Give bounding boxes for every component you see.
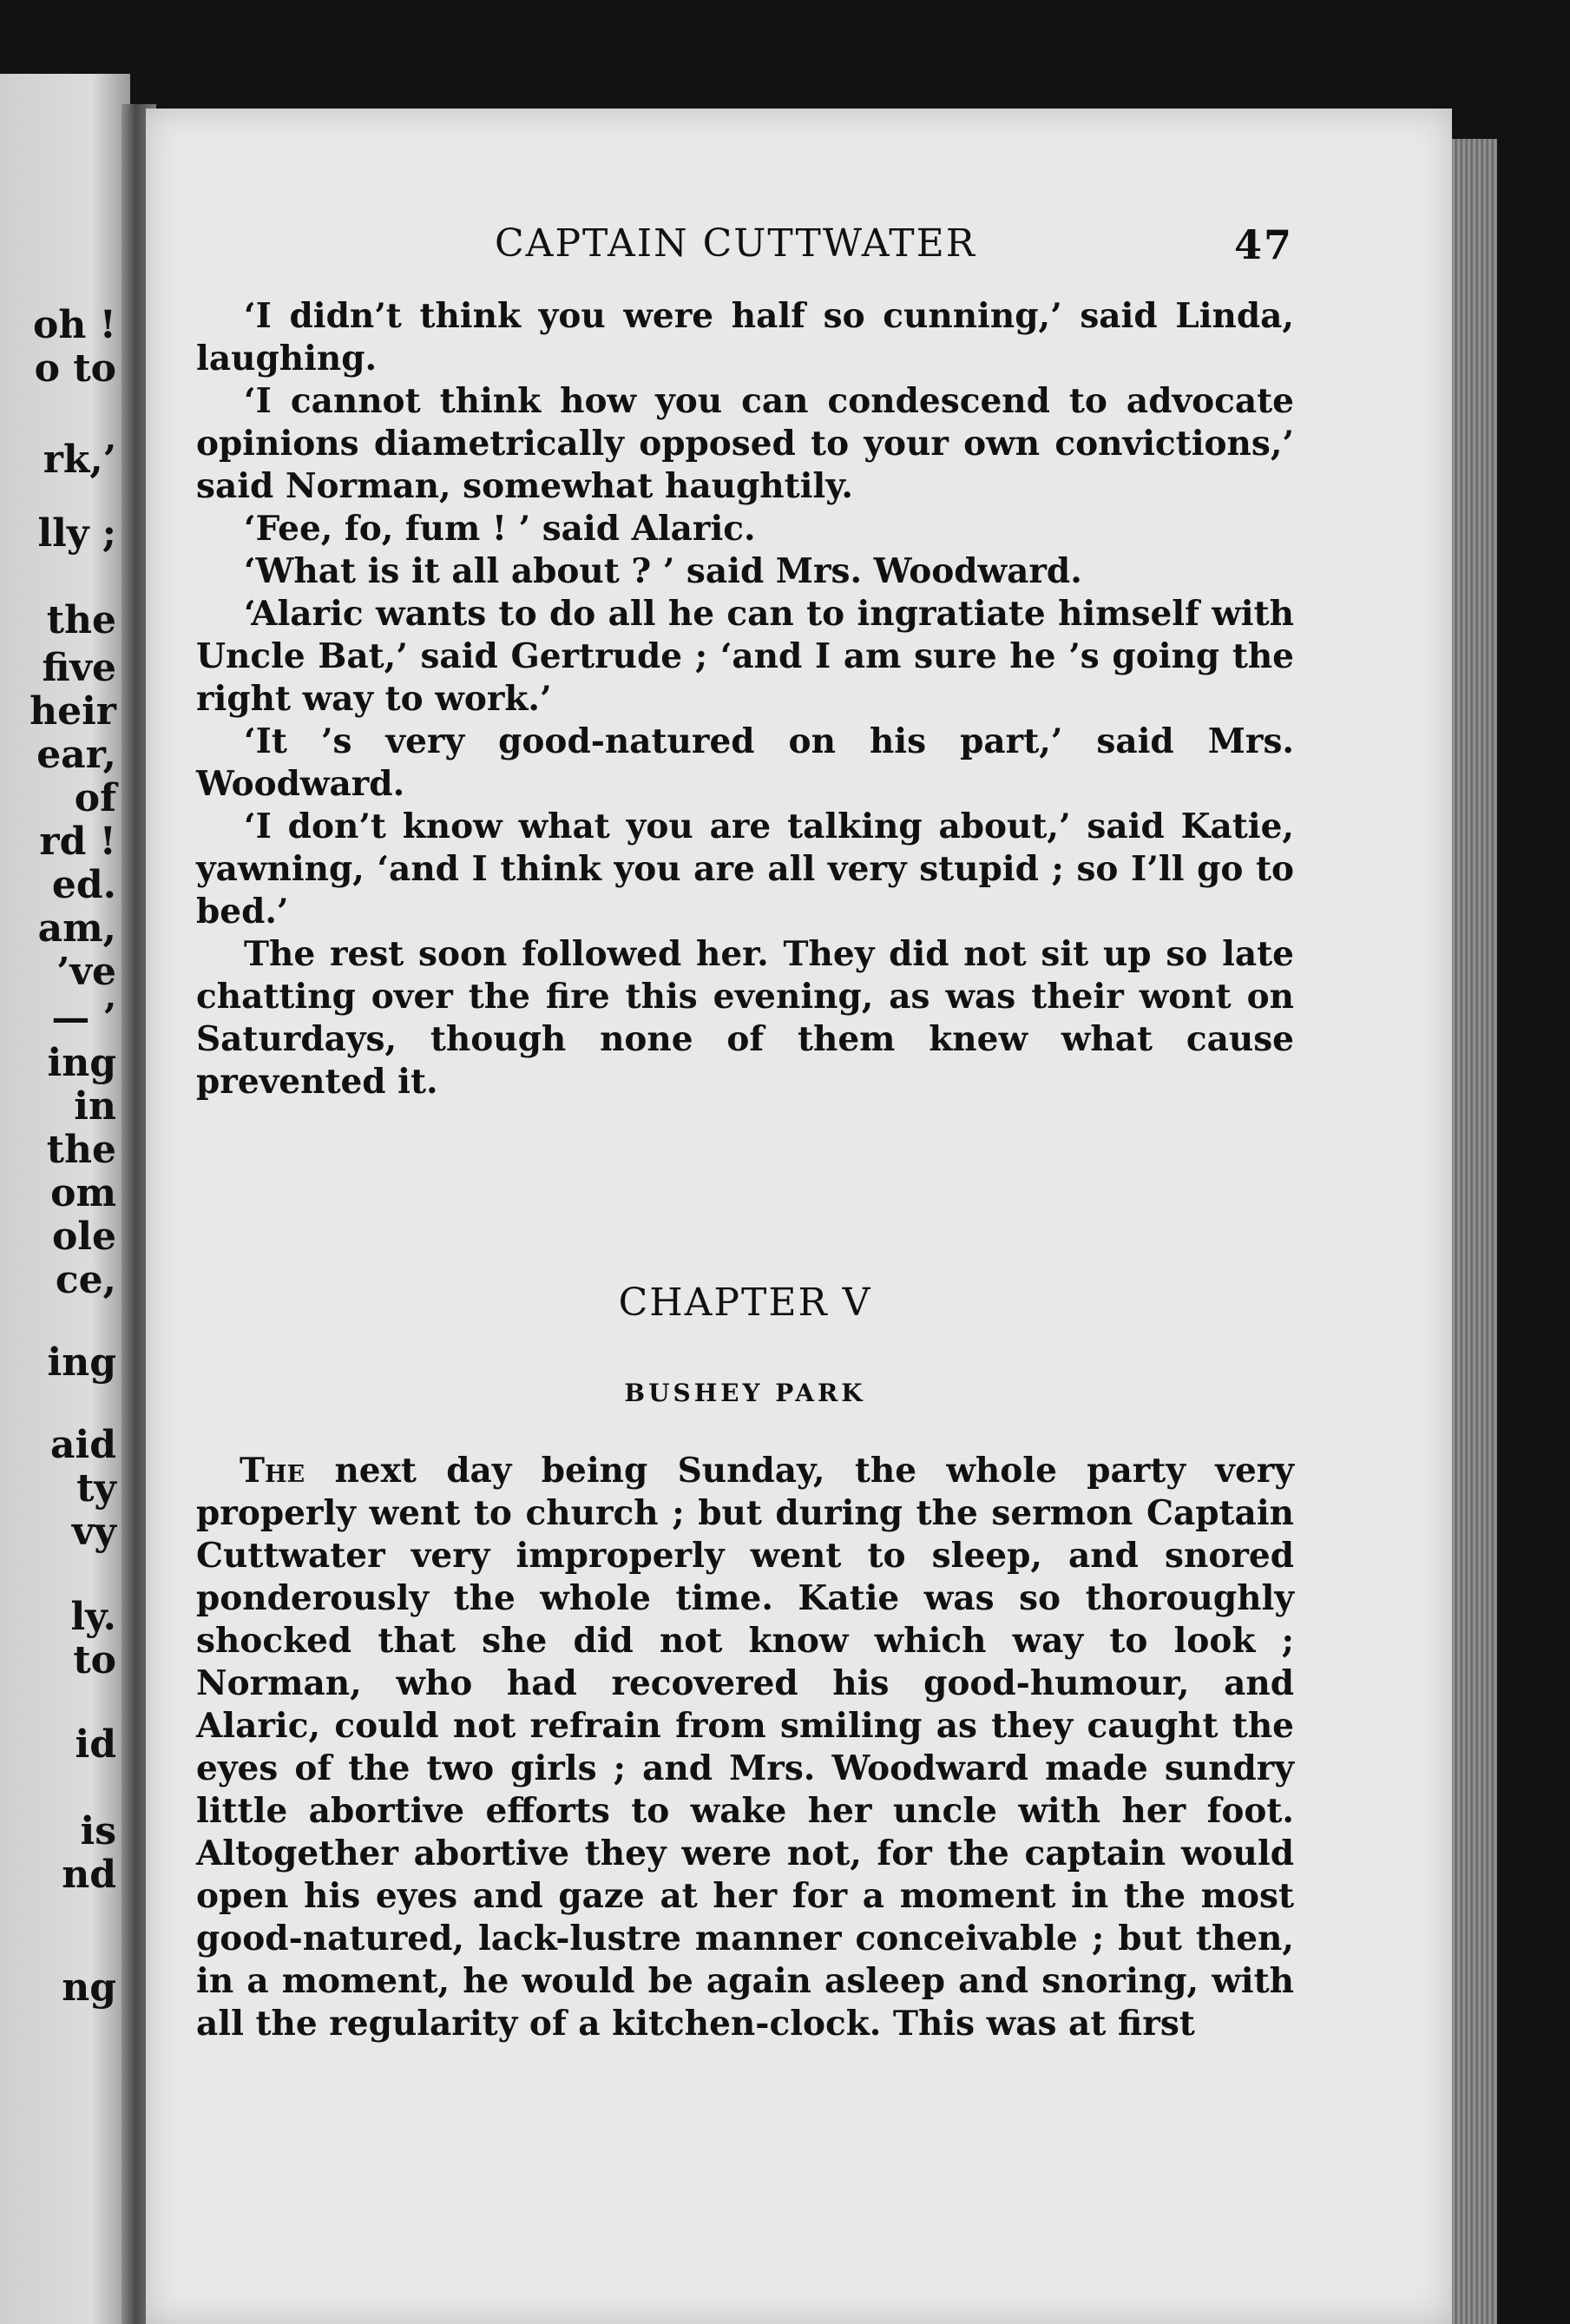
facing-page-text-fragment: ty [76, 1466, 116, 1511]
facing-page-text-fragment: om [50, 1171, 116, 1215]
facing-page-text-fragment: rk,’ [43, 438, 116, 482]
running-title: CAPTAIN CUTTWATER [495, 221, 976, 266]
paragraph: ‘Fee, fo, fum ! ’ said Alaric. [244, 509, 756, 549]
facing-page-text-fragment: ly. [70, 1595, 116, 1639]
upper-text [196, 295, 1294, 1103]
paragraph: ‘What is it all about ? ’ said Mrs. Woodward. [244, 551, 1082, 591]
facing-page-text-fragment: the [46, 598, 116, 642]
facing-page-text-fragment: ed. [51, 863, 116, 907]
facing-page-text-fragment: is [80, 1809, 116, 1853]
facing-page-text-fragment: oh ! [33, 303, 116, 347]
paragraph: ‘It ’s very good-natured on his part,’ said Mrs. Woodward. [196, 721, 1294, 804]
paragraph: The rest soon followed her. They did not sit up so late chatting over the fire this evening, as was their wont on Saturdays, though none of them knew what cause prevented it. [196, 934, 1294, 1102]
paragraph-body: next day being Sunday, the whole party very properly went to church ; but during the sermon Captain Cuttwater very improperly went to sleep, and snored ponderously the whole time. Katie was so thoroughly shocked that she did not know which way to look ; Norman, who had recovered his good-humour, and Alaric, could not refrain from smiling as they caught the eyes of the two girls ; and Mrs. Woodward made sundry little abortive efforts to wake her uncle with her foot. Altogether abortive they were not, for the captain would open his eyes and gaze at her for a moment in the most good-natured, lack-lustre manner conceivable ; but then, in a moment, he would be again asleep and snoring, with all the regularity of a kitchen-clock. This was at first [196, 1451, 1294, 2044]
running-head [495, 221, 1293, 273]
facing-page-text-fragment: — ’ [51, 996, 116, 1040]
facing-page-text-fragment: rd ! [39, 820, 116, 864]
paragraph: ‘I don’t know what you are talking about,’ said Katie, yawning, ‘and I think you are all very stupid ; so I’ll go to bed.’ [196, 806, 1294, 932]
facing-page-text-fragment: nd [62, 1853, 116, 1897]
facing-page-text-fragment: ce, [55, 1258, 116, 1302]
facing-page-text-fragment: vy [71, 1510, 116, 1554]
facing-page-text-fragment: to [73, 1638, 116, 1682]
facing-page-text-fragment: the [46, 1128, 116, 1172]
facing-page-text-fragment: ng [62, 1965, 116, 2010]
paragraph: ‘I cannot think how you can condescend to advocate opinions diametrically opposed to your own convictions,’ said Norman, somewhat haughtily. [196, 381, 1294, 506]
lead-word: The [240, 1451, 305, 1491]
page-number: 47 [1233, 221, 1293, 268]
facing-page-text-fragment: heir [30, 689, 116, 734]
chapter-title: CHAPTER V [618, 1281, 872, 1325]
facing-page-text-fragment: five [42, 646, 116, 690]
facing-page-text-fragment: ’ve [56, 950, 116, 994]
facing-page-text-fragment: o to [34, 346, 116, 391]
facing-page-text-fragment: am, [37, 906, 116, 951]
facing-page-text-fragment: of [74, 776, 116, 820]
chapter-text [196, 1450, 1294, 2045]
paragraph: ‘Alaric wants to do all he can to ingratiate himself with Uncle Bat,’ said Gertrude ; ‘and I am sure he ’s going the right way to work.’ [196, 594, 1294, 719]
chapter-subtitle: BUSHEY PARK [624, 1379, 866, 1407]
facing-page-text-fragment: ing [47, 1041, 116, 1085]
facing-page-edge [0, 74, 130, 2324]
facing-page-text-fragment: ing [47, 1340, 116, 1385]
facing-page-text-fragment: ear, [36, 733, 116, 777]
facing-page-text-fragment: aid [50, 1423, 116, 1467]
chapter-opening-paragraph [196, 1450, 1294, 2045]
facing-page-text-fragment: ole [51, 1215, 116, 1259]
facing-page-text-fragment: in [74, 1084, 116, 1129]
paragraph: ‘I didn’t think you were half so cunning,’ said Linda, laughing. [196, 296, 1294, 379]
facing-page-text-fragment: lly ; [37, 511, 116, 556]
facing-page-text-fragment: id [75, 1722, 116, 1767]
